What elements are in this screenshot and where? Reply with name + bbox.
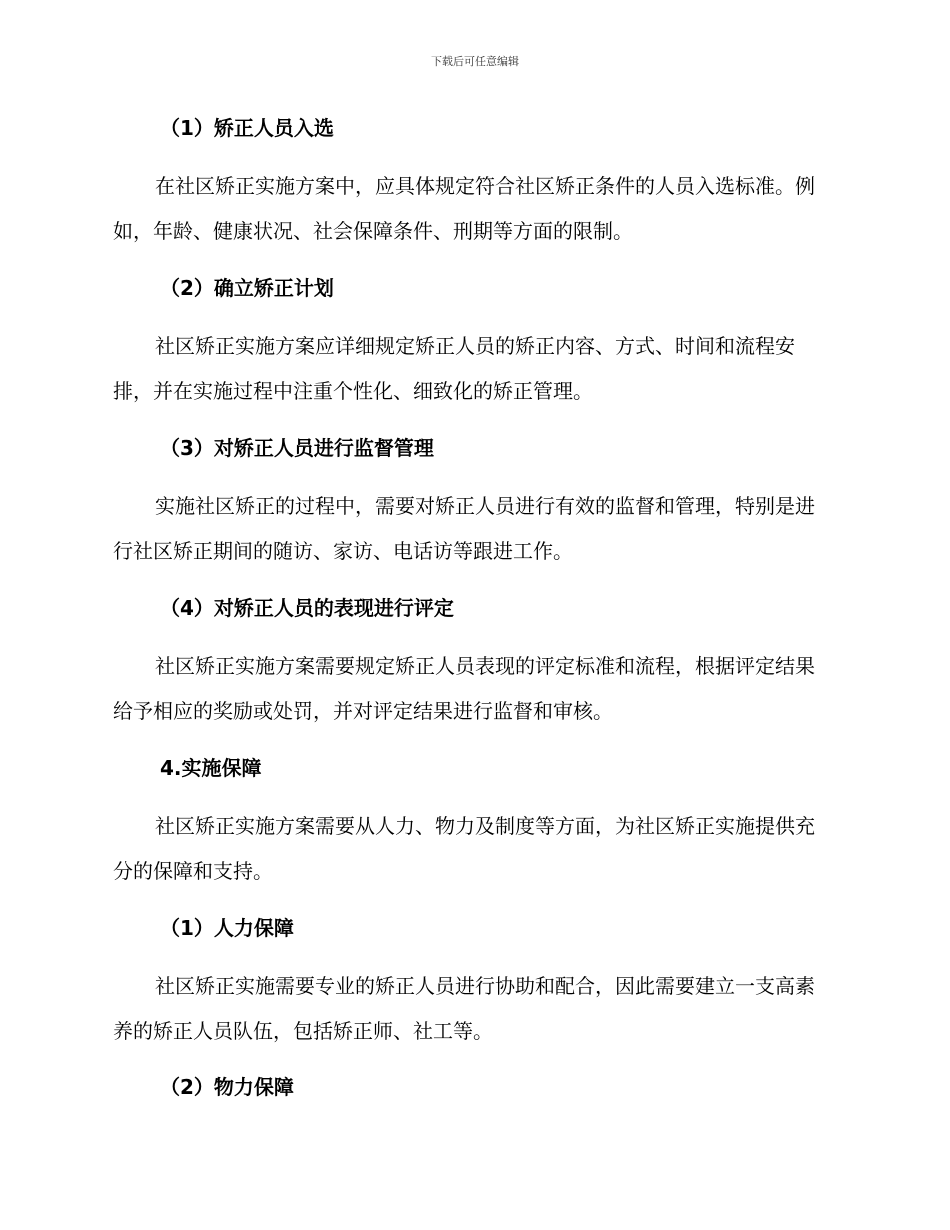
section-heading: （1）矫正人员入选 <box>160 116 334 140</box>
section-heading: （1）人力保障 <box>160 916 294 940</box>
paragraph: 社区矫正实施方案需要从人力、物力及制度等方面，为社区矫正实施提供充分的保障和支持。 <box>113 814 815 883</box>
header-note: 下载后可任意编辑 <box>431 55 519 68</box>
section-heading: 4.实施保障 <box>160 756 262 780</box>
paragraph: 在社区矫正实施方案中，应具体规定符合社区矫正条件的人员入选标准。例如，年龄、健康状况、社会保障条件、刑期等方面的限制。 <box>113 174 815 243</box>
section-heading: （2）物力保障 <box>160 1075 294 1099</box>
paragraph: 实施社区矫正的过程中，需要对矫正人员进行有效的监督和管理，特别是进行社区矫正期间的随访、家访、电话访等跟进工作。 <box>113 494 815 563</box>
paragraph: 社区矫正实施方案应详细规定矫正人员的矫正内容、方式、时间和流程安排，并在实施过程中注重个性化、细致化的矫正管理。 <box>113 334 795 403</box>
paragraph: 社区矫正实施需要专业的矫正人员进行协助和配合，因此需要建立一支高素养的矫正人员队伍，包括矫正师、社工等。 <box>113 974 815 1043</box>
section-heading: （2）确立矫正计划 <box>160 276 334 300</box>
section-heading: （3）对矫正人员进行监督管理 <box>160 436 434 460</box>
paragraph: 社区矫正实施方案需要规定矫正人员表现的评定标准和流程，根据评定结果给予相应的奖励或处罚，并对评定结果进行监督和审核。 <box>113 654 815 723</box>
section-heading: （4）对矫正人员的表现进行评定 <box>160 596 454 620</box>
